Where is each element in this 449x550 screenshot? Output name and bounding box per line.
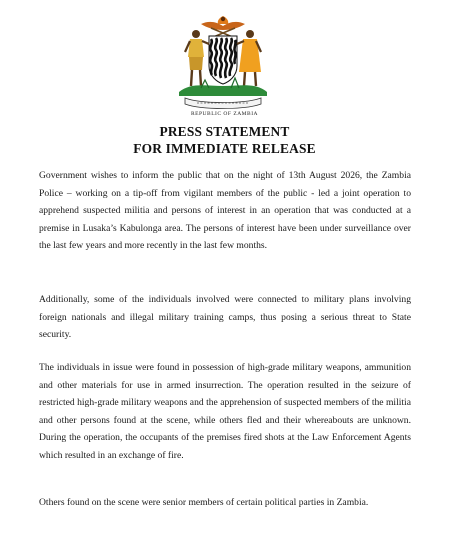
coat-of-arms-emblem xyxy=(171,12,275,112)
page-subtitle: FOR IMMEDIATE RELEASE xyxy=(133,141,316,156)
republic-caption: REPUBLIC OF ZAMBIA xyxy=(190,111,259,117)
statement-paragraph: Additionally, some of the individuals involved were connected to military plans involving foreign nationals and illegal military training camps, thus posing a serious threat to State security. xyxy=(39,294,411,341)
shield-icon xyxy=(209,36,237,84)
right-supporter-figure-icon xyxy=(237,30,261,86)
left-supporter-figure-icon xyxy=(185,30,209,86)
page-title: PRESS STATEMENT xyxy=(159,124,290,139)
motto-ribbon-icon xyxy=(185,98,261,109)
statement-paragraph: Others found on the scene were senior members of certain political parties in Zambia. xyxy=(39,497,369,508)
statement-paragraph: Government wishes to inform the public that on the night of 13th August 2026, the Zambia Police – working on a tip-off from vigilant members of the public - led a joint operation to apprehend suspected militia and persons of interest in an operation that was conducted at a premise in Lusaka’s Kabulonga area. The persons of interest have been under surveillance over the last few years and more recently in the last few months. xyxy=(39,170,411,252)
eagle-icon xyxy=(201,16,245,30)
statement-paragraph: The individuals in issue were found in possession of high-grade military weapons, ammunition and other materials for use in armed insurrection. The operation resulted in the seizure of restricted high-grade military weapons and the apprehension of suspected members of the militia and other persons found at the scene, while others fled and their whereabouts are unknown. During the operation, the occupants of the premises fired shots at the Law Enforcement Agents which resulted in an exchange of fire. xyxy=(39,362,411,461)
